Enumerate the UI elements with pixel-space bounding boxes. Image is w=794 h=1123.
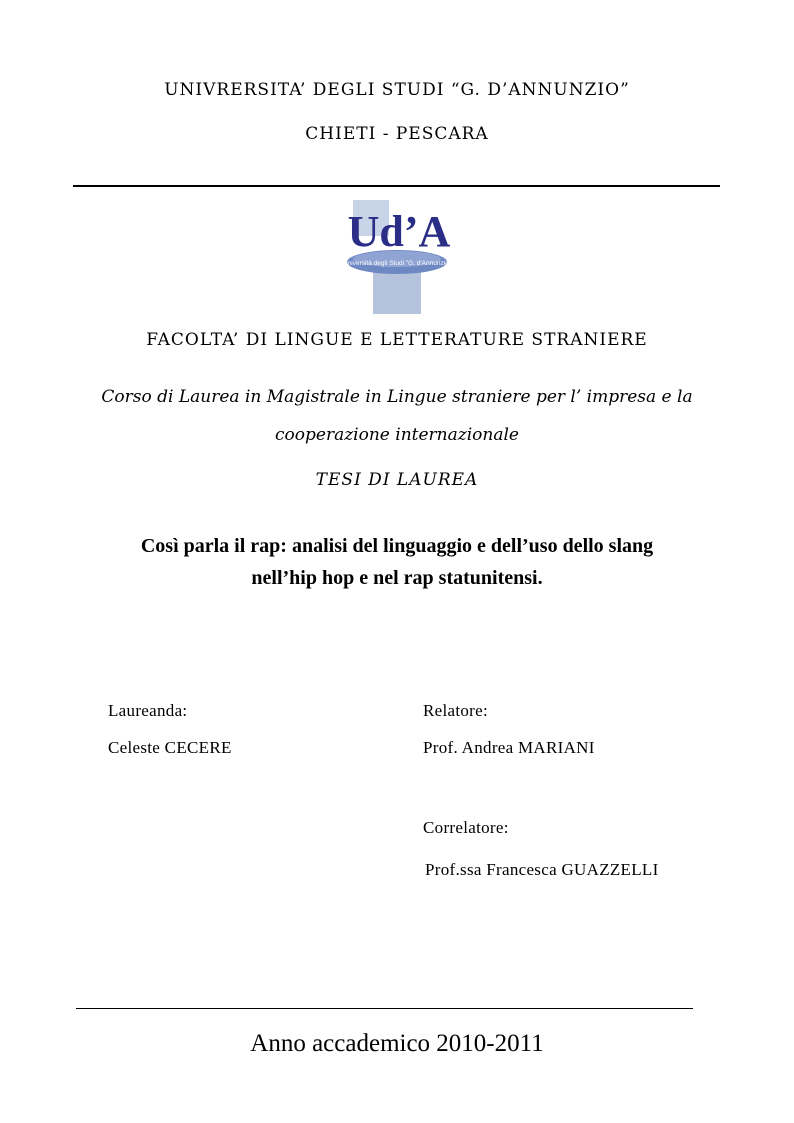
footer-divider [76,1008,693,1009]
supervisor-name: Prof. Andrea MARIANI [423,738,595,757]
supervisor-label: Relatore: [423,701,489,720]
degree-course-line-2: cooperazione internazionale [275,425,519,445]
header-divider [73,185,720,187]
faculty-name: FACOLTA’ DI LINGUE E LETTERATURE STRANIERE [146,330,648,350]
candidate-name: Celeste CECERE [108,738,232,757]
thesis-title-line-2: nell’hip hop e nel rap statunitensi. [251,567,543,589]
university-name: UNIVRERSITA’ DEGLI STUDI “G. D’ANNUNZIO” [164,80,630,100]
academic-year: Anno accademico 2010-2011 [250,1030,544,1057]
thesis-title [0,530,794,594]
candidate-label: Laureanda: [108,701,188,720]
degree-course-line-1: Corso di Laurea in Magistrale in Lingue straniere per l’ impresa e la [101,387,693,407]
co-supervisor-label: Correlatore: [423,818,509,837]
degree-course [0,378,794,454]
svg-text:Ud’A: Ud’A [347,207,451,256]
co-supervisor-name: Prof.ssa Francesca GUAZZELLI [425,860,659,879]
university-city: CHIETI - PESCARA [305,124,489,144]
thesis-label: TESI DI LAUREA [315,470,479,490]
uda-logo-icon [343,198,451,316]
thesis-title-line-1: Così parla il rap: analisi del linguaggio e dell’uso dello slang [140,535,654,557]
university-logo [343,198,451,316]
svg-text:Università degli Studi "G. d'A: Università degli Studi "G. d'Annunzio" [343,260,451,267]
